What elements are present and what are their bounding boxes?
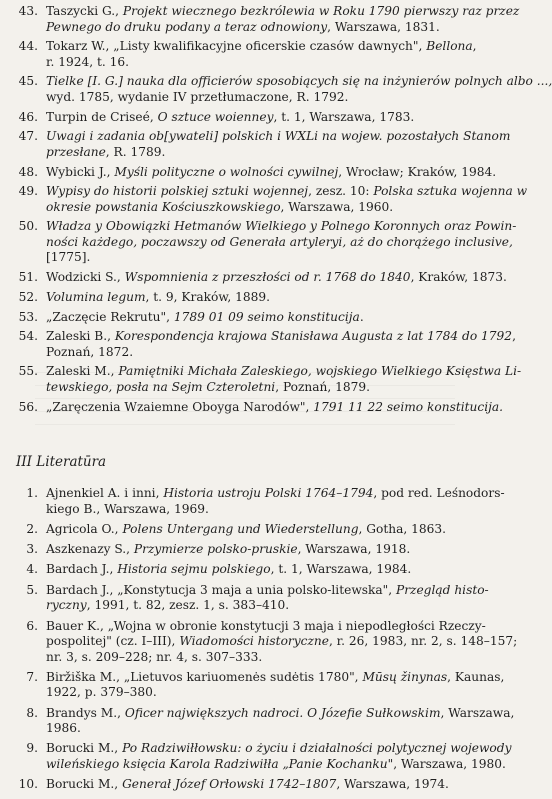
entry-line <box>46 290 270 306</box>
entry-text: pospolitej" (cz. I–III), <box>46 634 180 648</box>
italic-text: Pamiętniki Michała Zaleskiego, wojskiego Wielkiego Księstwa Li- <box>118 364 522 379</box>
entry-text: Bardach J., <box>46 562 118 577</box>
italic-text: Polens Untergang und Wiederstellung <box>122 521 359 536</box>
entry-text: , Warszawa, <box>440 705 515 720</box>
entry-number: 47. <box>18 129 38 144</box>
italic-text: Volumina legum <box>46 289 146 304</box>
entry-line <box>46 685 157 701</box>
entry-text: „Zaręczenia Wzaiemne Oboyga Narodów", <box>46 399 314 414</box>
entry-line <box>46 270 507 286</box>
entry-text: nr. 3, s. 209–228; nr. 4, s. 307–333. <box>46 649 263 664</box>
italic-text: tewskiego, posła na Sejm Czteroletni <box>46 379 276 394</box>
entry-text: Biržiška M., „Lietuvos kariuomenės sudėtis 1780", <box>46 669 363 684</box>
entry-line <box>46 562 411 578</box>
italic-text: Oficer największych nadroci. O Józefie Sułkowskim <box>124 705 441 720</box>
entry-text: Poznań, 1872. <box>46 344 134 359</box>
entry-line <box>46 235 513 251</box>
entry-number: 8. <box>26 705 38 720</box>
italic-text: Pewnego do druku podany a teraz odnowiony <box>46 19 328 34</box>
entry-line <box>46 184 527 200</box>
entry-line <box>46 400 503 416</box>
entry-text: , <box>512 329 516 344</box>
entry-number: 49. <box>18 184 38 199</box>
entry-number: 45. <box>18 74 38 89</box>
entry-text: , <box>472 39 477 54</box>
entry-text: Wodzicki S., <box>46 270 125 285</box>
entry-number: 4. <box>26 562 38 577</box>
entry-line <box>46 329 516 345</box>
entry-text: Agricola O., <box>46 521 123 536</box>
entry-text: . <box>359 309 364 324</box>
entry-number: 9. <box>26 741 38 756</box>
entry-text: , Wrocław; Kraków, 1984. <box>338 164 497 179</box>
entry-text: , Warszawa, 1831. <box>327 19 440 34</box>
entry-line <box>46 55 129 71</box>
entry-line <box>46 90 348 106</box>
italic-text: wileńskiego księcia Karola Radziwiłła „Panie Kochanku" <box>46 756 394 771</box>
entry-text: wyd. 1785, wydanie IV przetłumaczone, R. 1792. <box>46 89 349 104</box>
italic-text: Historia sejmu polskiego <box>117 562 271 577</box>
entry-line <box>46 310 364 326</box>
entry-line <box>46 74 552 90</box>
italic-text: Wiadomości historyczne <box>179 634 329 648</box>
italic-text: Projekt wiecznego bezkrólewia w Roku 1790 pierwszy raz przez <box>122 4 520 18</box>
entry-text: , r. 26, 1983, nr. 2, s. 148–157; <box>328 634 518 648</box>
entry-text: , Poznań, 1879. <box>275 379 371 394</box>
italic-text: przesłane <box>46 144 106 159</box>
entry-text: Zaleski M., <box>46 364 119 379</box>
entry-line <box>46 380 370 396</box>
entry-text: , Kraków, 1873. <box>410 270 507 285</box>
italic-text: ności każdego, poczawszy od Generała artyleryi, aż do chorążego inclusive, <box>46 234 513 249</box>
entry-line <box>46 583 489 599</box>
entry-text: Bauer K., „Wojna w obronie konstytucji 3 maja i niepodległości Rzeczy- <box>46 618 486 633</box>
italic-text: Historia ustroju Polski 1764–1794 <box>163 486 374 500</box>
entry-text: , t. 9, Kraków, 1889. <box>145 289 270 304</box>
entry-line <box>46 542 410 558</box>
entry-line <box>46 39 477 55</box>
entry-text: , zesz. 10: <box>308 184 374 199</box>
entry-text: , 1991, t. 82, zesz. 1, s. 383–410. <box>86 598 290 613</box>
entry-line <box>46 219 516 235</box>
entry-text: Zaleski B., <box>46 329 115 344</box>
italic-text: Mūsų žinynas <box>362 669 448 684</box>
entry-number: 54. <box>18 329 38 344</box>
entry-text: Borucki M., <box>46 741 123 756</box>
entry-line <box>46 165 496 181</box>
entry-text: , R. 1789. <box>105 144 166 159</box>
entry-number: 56. <box>18 399 38 414</box>
entry-number: 7. <box>26 669 38 684</box>
entry-line <box>46 129 510 145</box>
entry-line <box>46 741 511 757</box>
entry-text: Wybicki J., <box>46 164 115 179</box>
entry-number: 48. <box>18 164 38 179</box>
italic-text: okresie powstania Kościuszkowskiego <box>46 199 281 214</box>
entry-number: 46. <box>18 109 38 124</box>
entry-text: , Kaunas, <box>447 669 505 684</box>
entry-text: , t. 1, Warszawa, 1783. <box>273 109 415 124</box>
entry-line <box>46 4 519 20</box>
entry-number: 51. <box>18 270 38 285</box>
entry-line <box>46 345 133 361</box>
entry-text: Aszkenazy S., <box>46 542 134 557</box>
entry-line <box>46 634 517 650</box>
entry-text: Tokarz W., „Listy kwalifikacyjne oficerskie czasów dawnych", <box>46 39 427 54</box>
entry-text: Ajnenkiel A. i inni, <box>46 486 164 500</box>
entry-number: 52. <box>18 289 38 304</box>
italic-text: Bellona <box>426 39 473 54</box>
entry-line <box>46 20 440 36</box>
entry-text: Bardach J., „Konstytucja 3 maja a unia polsko-litewska", <box>46 582 397 597</box>
entry-number: 55. <box>18 364 38 379</box>
entry-line <box>46 619 486 635</box>
italic-text: Po Radziwiłłowsku: o życiu i działalności polytycznej wojewody <box>122 741 512 756</box>
entry-line <box>46 650 262 666</box>
entry-text: [1775]. <box>46 250 91 265</box>
italic-text: Przegląd histo- <box>396 582 489 597</box>
entry-number: 2. <box>26 521 38 536</box>
entry-number: 10. <box>18 777 38 792</box>
entry-line <box>46 364 521 380</box>
entry-text: , Gotha, 1863. <box>358 521 447 536</box>
entry-text: Brandys M., <box>46 705 125 720</box>
italic-text: 1789 01 09 seimo konstitucija <box>173 309 360 324</box>
entry-number: 3. <box>26 542 38 557</box>
entry-text: kiego B., Warszawa, 1969. <box>46 501 209 516</box>
entry-number: 43. <box>18 4 38 18</box>
italic-text: Uwagi i zadania ob[ywateli] polskich i WXLi na wojew. pozostałych Stanom <box>46 129 511 144</box>
entry-line <box>46 200 393 216</box>
entry-line <box>46 670 504 686</box>
italic-text: Wypisy do historii polskiej sztuki wojennej <box>46 184 309 199</box>
italic-text: Korespondencja krajowa Stanisława Augusta z lat 1784 do 1792 <box>114 329 513 344</box>
section-heading: III Literatūra <box>16 454 107 470</box>
entry-line <box>46 757 506 773</box>
entry-number: 1. <box>26 486 38 500</box>
entry-number: 6. <box>26 618 38 633</box>
entry-number: 44. <box>18 39 38 54</box>
entry-line <box>46 522 446 538</box>
entry-text: „Zaczęcie Rekrutu", <box>46 309 174 324</box>
entry-text: Turpin de Criseé, <box>46 109 158 124</box>
entry-text: 1986. <box>46 721 81 736</box>
entry-number: 50. <box>18 219 38 234</box>
entry-text: 1922, p. 379–380. <box>46 685 157 700</box>
entry-text: , Warszawa, 1918. <box>297 542 411 557</box>
entry-line <box>46 486 505 502</box>
entry-text: Taszycki G., <box>46 4 123 18</box>
entry-text: Borucki M., <box>46 777 123 792</box>
entry-number: 53. <box>18 309 38 324</box>
entry-text: , pod red. Leśnodors- <box>373 486 505 500</box>
italic-text: 1791 11 22 seimo konstitucija. <box>313 399 504 414</box>
entry-text: , Warszawa, 1980. <box>393 756 506 771</box>
entry-line <box>46 706 514 722</box>
entry-line <box>46 777 449 793</box>
italic-text: Generał Józef Orłowski 1742–1807 <box>122 777 337 792</box>
italic-text: Tielke [I. G.] nauka dla officierów sposobiących się na inżynierów polnych albo ..., <box>46 74 552 89</box>
italic-text: O sztuce woienney <box>157 109 274 124</box>
italic-text: Przymierze polsko-pruskie <box>133 542 298 557</box>
entry-text: r. 1924, t. 16. <box>46 54 130 69</box>
italic-text: Polska sztuka wojenna w <box>373 184 528 199</box>
italic-text: Władza y Obowiązki Hetmanów Wielkiego y Polnego Koronnych oraz Powin- <box>46 219 517 234</box>
italic-text: ryczny <box>46 598 87 613</box>
entry-number: 5. <box>26 582 38 597</box>
entry-text: , t. 1, Warszawa, 1984. <box>270 562 412 577</box>
entry-line <box>46 721 81 737</box>
entry-line <box>46 250 90 266</box>
entry-line <box>46 145 165 161</box>
italic-text: Myśli polityczne o wolności cywilnej <box>114 164 339 179</box>
entry-line <box>46 110 414 126</box>
italic-text: Wspomnienia z przeszłości od r. 1768 do 1840 <box>124 270 411 285</box>
entry-line <box>46 598 289 614</box>
entry-text: , Warszawa, 1960. <box>280 199 394 214</box>
entry-text: , Warszawa, 1974. <box>336 777 449 792</box>
entry-line <box>46 502 209 518</box>
